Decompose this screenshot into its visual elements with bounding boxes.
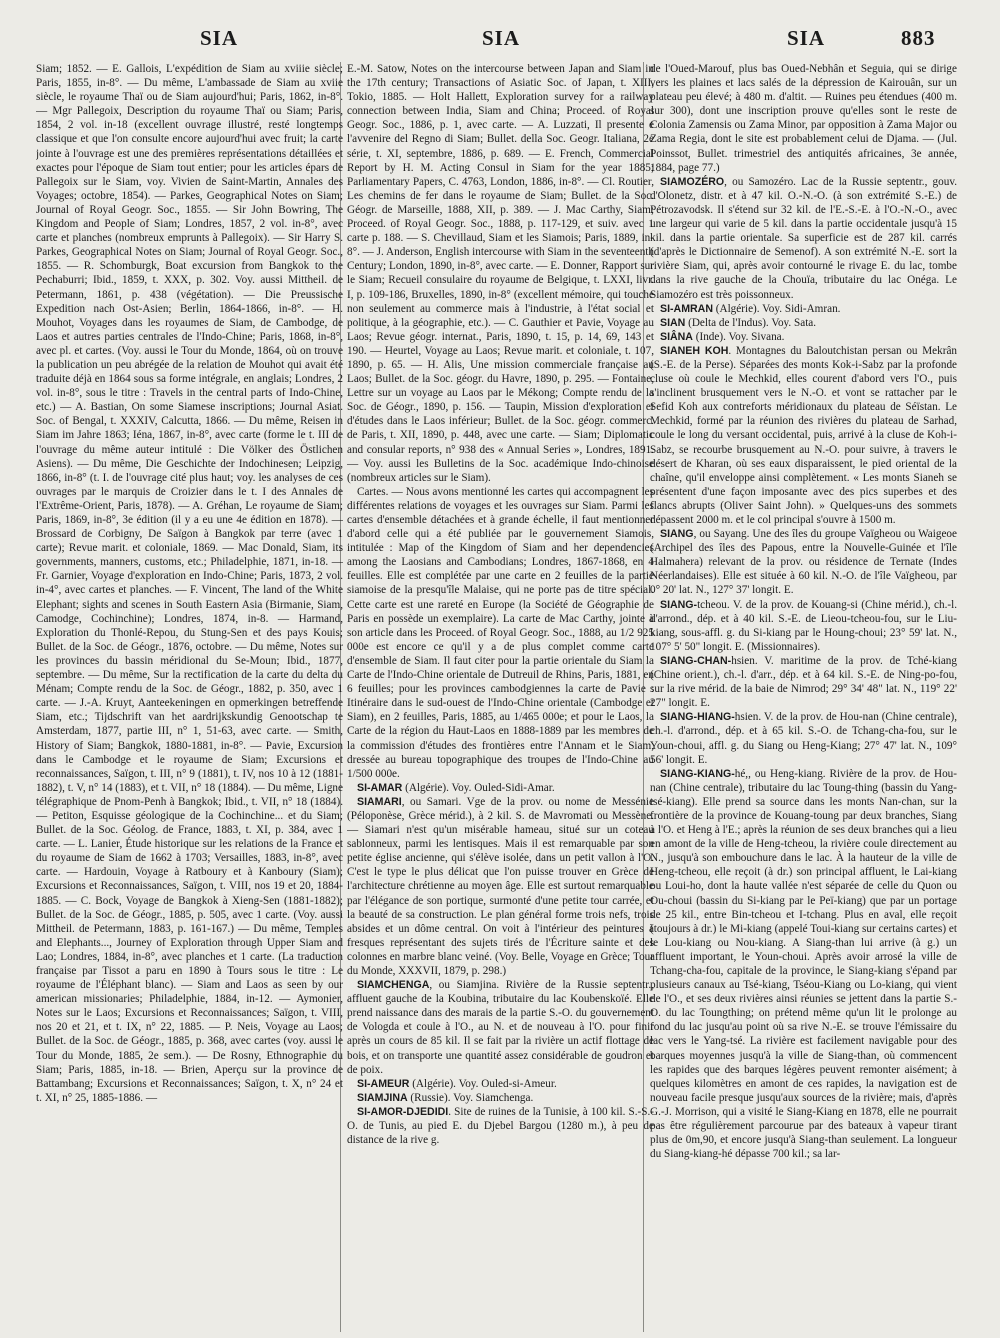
dictionary-entry: [650, 598, 957, 654]
dictionary-entry: [650, 654, 957, 710]
entry-text: . Montagnes du Baloutchistan persan ou Mekrân (S.-E. de la Perse). Séparées des monts Kok-i-Sabz par la profonde cluse où coule le Mechkid, elles courent d'abord vers l'O., puis s'inclinent brusquement vers le N.-O. et vont se rattacher par le Sefid Koh aux contreforts méridionaux du plateau de Séïstan. Le Mechkid, formé par la réunion des rivières du plateau de Sarhad, coule le long du versant occidental, puis, arrivé à la cluse de Koh-i-Sabz, se recourbe brusquement au N.-O. pour suivre, à travers le désert de Kharan, où ses eaux disparaissent, le pied oriental de la chaîne, qu'il enveloppe ainsi complètement. « Les monts Sianeh se présentent d'une façon imposante avec des pics superbes et des flancs abrupts (Oliver Saint John). » Quelques-uns des sommets dépassent 2000 m. et le col principal s'ouvre à 1500 m.: [650, 344, 957, 526]
header-right-word: SIA: [787, 26, 826, 50]
entry-headword: SIAN: [660, 316, 686, 329]
dictionary-entry: [650, 316, 957, 330]
header-middle-word: SIA: [482, 26, 521, 50]
dictionary-entry: [347, 978, 654, 1077]
entry-text: hsien. V. de la prov. de Hou-nan (Chine centrale), ch.-l. d'arrond., dép. et à 65 kil. S.-O. de Tchang-cha-fou, sur le Youn-choui, affl. g. du Siang ou Heng-Kiang; 27° 47' lat. N., 109° 56' longit. E.: [650, 711, 957, 766]
header-left-word: SIA: [200, 26, 239, 50]
entry-headword: SI-AMOR-DJEDIDI: [357, 1105, 449, 1118]
entry-headword: SIANG-HIANG-: [660, 711, 735, 724]
running-header: [0, 26, 1000, 54]
dictionary-entry: [347, 781, 654, 795]
entry-text: , ou Siamjina. Rivière de la Russie septentr., affluent gauche de la Koubina, tributaire du lac Koubenskoïé. Elle prend naissance dans des marais de la partie S.-O. du gouvernement de Vologda et coule à l'O., au N. et de nouveau à l'O. pour finir après un cours de 85 kil. Il se fait par la rivière un actif flottage de bois, et on transporte une quantité assez considérable de goudron et de poix.: [347, 979, 654, 1076]
entry-text: (Russie). Voy. Siamchenga.: [407, 1091, 534, 1104]
entry-headword: SIANG-CHAN-: [660, 654, 732, 667]
entry-headword: SIAMCHENGA: [357, 979, 430, 992]
entry-text: (Delta de l'Indus). Voy. Sata.: [685, 316, 817, 329]
entry-headword: SI-AMAR: [357, 781, 403, 794]
entry-text: hsien. V. maritime de la prov. de Tché-kiang (Chine orient.), ch.-l. d'arr., dép. et à 64 kil. S.-E. de Ning-po-fou, sur la rive mérid. de la baie de Nimrod; 29° 34' 48" lat. N., 119° 22' 27" longit. E.: [650, 654, 957, 710]
dictionary-entry: [650, 767, 957, 1162]
column-left: [36, 62, 343, 1332]
entry-text: (Algérie). Voy. Ouled-Sidi-Amar.: [402, 781, 555, 794]
dictionary-entry: [347, 795, 654, 978]
entry-text: hé,, ou Heng-kiang. Rivière de la prov. de Hou-nan (Chine centrale), tributaire du lac Toung-thing (bassin du Yang-tsé-kiang). Elle prend sa source dans les monts Nan-chan, sur la frontière de la province de Kouang-toung par deux branches, Siang à l'O. et Heng à l'E.; après la réunion de ses deux branches qui a lieu en amont de la ville de Heng-tcheou, la rivière coule directement au N., jusqu'à son embouchure dans le lac. À la hauteur de la ville de Heng-tcheou, elle reçoit (à dr.) son principal affluent, le Lai-kiang ou Loui-ho, dont la haute vallée n'est séparée de celle du Quon ou Ou-choui (bassin du Si-kiang par le Peï-kiang) que par un portage de 25 kil., entre Bin-tcheou et I-tchang. Plus en aval, elle reçoit (toujours à dr.) le Mi-kiang (appelé Toui-kiang sur certains cartes) et le Lou-kiang ou Nou-kiang. A Siang-than lui arrive (à g.) un affluent important, le Youn-choui. Après avoir arrosé la ville de Tchang-cha-fou, capitale de la province, le Siang-kiang s'épand par plusieurs canaux au Tsé-kiang, Tséou-Kiang ou Lo-kiang, qui vient de l'O., et ses deux rivières ainsi réunies se jettent dans la partie S.-O. du lac Toungthing; on prétend même qu'un lit le prolonge au fond du lac jusqu'au point où sa rive N.-E. se trouve l'émissaire du lac vers le Yang-tsé. La rivière est facilement navigable pour des barques moyennes jusqu'à la ville de Siang-than, où commencent les rapides que des barques légères peuvent remonter aisément; à quelques kilomètres en amont de ces rapides, la navigation est de nouveau facile presque jusqu'aux sources de la rivière; mais, d'après G.-J. Morrison, qui a visité le Siang-Kiang en 1878, elle ne pourrait pas être régulièrement parcourue par des bateaux à vapeur tirant plus de 0m,90, et encore jusqu'à Siang-than seulement. La longueur du Siang-kiang-hé dépasse 700 kil.; sa lar-: [650, 767, 957, 1161]
dictionary-entry: [650, 710, 957, 766]
entry-continuation: de l'Oued-Marouf, plus bas Oued-Nebhân et Seguia, qui se dirige vers les plaines et lacs salés de la dépression de Kairouân, sur un plateau peu élevé; à 480 m. d'altit. — Ruines peu étendues (400 m. sur 300), dont une inscription prouve qu'elles sont le reste de Colonia Zamensis ou Zama Minor, par opposition à Zama Major ou Zama Regia, dont le site est probablement celui de Djama. — (Jul. Poinssot, Bullet. trimestriel des antiquités africaines, 3e année, 1884, page 77.): [650, 63, 957, 174]
entry-text: , ou Samozéro. Lac de la Russie septentr., gouv. d'Olonetz, distr. et à 47 kil. O.-N.-O. (à son extrémité S.-E.) de Pétrozavodsk. Il s'étend sur 32 kil. de l'E.-S.-E. à l'O.-N.-O., avec une largeur qui varie de 5 kil. dans la partie occidentale jusqu'à 15 kil. dans la partie orientale. Sa superficie est de 287 kil. carrés (d'après le Dictionnaire de Semenof). A son extrémité N.-E. sort la rivière Siam, qui, après avoir contourné le rivage E. du lac, tombe dans la rive gauche de la Chouïa, tributaire du lac Onéga. Le Siamozéro est très poissonneux.: [650, 175, 957, 301]
dictionary-entry: [650, 302, 957, 316]
entry-headword: SIANG: [660, 528, 694, 541]
entry-text: (Algérie). Voy. Ouled-si-Ameur.: [409, 1077, 557, 1090]
entry-headword: SI-AMEUR: [357, 1077, 410, 1090]
entry-text: , ou Sayang. Une des îles du groupe Vaïgheou ou Waigeoe (Archipel des îles des Papous, entre la Nouvelle-Guinée et l'île Halmahera) relevant de la prov. ou résidence de Ternate (Indes Néerlandaises). Elle est située à 60 kil. N.-O. de l'île Vaïgheou, par 0° 20' lat. N., 127° 37' longit. E.: [650, 528, 957, 597]
entry-text: tcheou. V. de la prov. de Kouang-si (Chine mérid.), ch.-l. d'arrond., dép. et à 40 kil. S.-E. de Lieou-tcheou-fou, sur le Liu-kiang, sous-affl. g. du Si-kiang par le Houng-choui; 23° 59' lat. N., 107° 5' 50" longit. E. (Missionnaires).: [650, 598, 957, 653]
bibliography-text: E.-M. Satow, Notes on the intercourse between Japan and Siam in the 17th century; Transactions of Asiatic Soc. of Japan, t. XIII, Tokio, 1885. — Holt Hallett, Exploration survey for a railway connection between India, Siam and China; Proceed. of Royal Geogr. Soc., 1886, p. 1, avec carte. — A. Luzzati, Il presente e l'avvenire del Regno di Siam; Bullet. della Soc. Geogr. Italiana, 2e série, t. XI, septembre, 1886, p. 689. — E. French, Commercial Report by H. M. Acting Consul in Siam for the year 1885; Parliamentary Papers, C. 4763, London, 1886, in-8°. — Cl. Routier, Les chemins de fer dans le royaume de Siam; Bullet. de la Soc. Géogr. de Marseille, 1888, XII, p. 389. — J. Mac Carthy, Siam; Proceed. of Royal Geogr. Soc., 1888, p. 117-129, et suiv. avec 1 carte p. 188. — S. Chevillaud, Siam et les Siamois; Paris, 1889, in-8°. — J. Anderson, English intercourse with Siam in the seventeenth Century; London, 1890, in-8°, avec carte. — E. Donner, Rapport sur le Siam; Recueil consulaire du royaume de Belgique, t. LXXI, livr. I, p. 109-186, Bruxelles, 1890, in-8° (excellent mémoire, qui touche non seulement au commerce mais à l'industrie, à l'état social et politique, à la géographie, etc.). — C. Gauthier et Pavie, Voyage au Laos; Revue géogr. internat., Paris, 1890, t. 15, p. 14, 69, 143 et 190. — Heurtel, Voyage au Laos; Revue marit. et coloniale, t. 107, 1890, p. 65. — H. Alis, Une mission commerciale française au Laos; Bullet. de la Soc. géogr. du Havre, 1890, p. 295. — Fontaine, Lettre sur un voyage au Laos par le Mékong; Compte rendu de la Soc. de Géogr., 1890, p. 156. — Taupin, Mission d'exploration et d'études dans le Laos inférieur; Bullet. de la Soc. géogr. commerc. de Paris, t. XII, 1890, p. 448, avec une carte. — Siam; Diplomatic and consular reports, n° 938 des « Annual Series », Londres, 1891. — Voy. aussi les Bulletins de la Soc. académique Indo-chinoise (nombreux articles sur le Siam).: [347, 63, 654, 484]
entry-headword: SIANG-KIANG-: [660, 767, 735, 780]
column-right: [650, 62, 957, 1332]
maps-paragraph: Cartes. — Nous avons mentionné les cartes qui accompagnent les différentes relations de voyages et les ouvrages sur Siam. Parmi les cartes d'ensemble détachées et à grande échelle, il faut mentionner d'abord celle qui a été publiée par le gouvernement Siamois, intitulée : Map of the Kingdom of Siam and her dependencies among the Laosians and Cambodians; Londres, 1867-1868, en 4 feuilles. Elle est complétée par une carte en 2 feuilles de la partie siamoise de la presqu'île Malaise, qui ne porte pas de titre spécial. Cette carte est une rareté en Europe (la Société de Géographie de Paris en possède un exemplaire). La carte de Mac Carthy, jointe à son article dans les Proceed. of Royal Geogr. Soc., 1888, au 1/2 925 000e est encore ce qu'il y a de plus complet comme carte d'ensemble de Siam. Il faut citer pour la partie orientale du Siam la Carte de l'Indo-Chine orientale de Dutreuil de Rhins, Paris, 1881, en 6 feuilles; pour les provinces cambodgiennes la carte de Pavie : Itinéraire dans le sud-ouest de l'Indo-Chine orientale (Cambodge et Siam), en 2 feuilles, Paris, 1885, au 1/465 000e; et pour le Laos, la Carte de la région du Haut-Laos en 1888-1889 par les membres de la commission d'études des frontières entre l'Annam et le Siam, dressée au bureau topographique des troupes de l'Indo-Chine au 1/500 000e.: [347, 485, 654, 780]
entry-text: (Algérie). Voy. Sidi-Amran.: [712, 302, 841, 315]
entry-headword: SIAMARI: [357, 795, 402, 808]
dictionary-entry: [650, 175, 957, 302]
entry-headword: SIAMJINA: [357, 1091, 408, 1104]
dictionary-entry: [347, 1091, 654, 1105]
entry-text: , ou Samari. Vge de la prov. ou nome de Messénie (Péloponèse, Grèce mérid.), à 2 kil. S. de Mavromati ou Messène. — Siamari n'est qu'un misérable hameau, situé sur un coteau sablonneux, parmi les lentisques. Mais il est remarquable par son petite église ancienne, qui s'élève isolée, dans un petit vallon à l'O. C'est le type le plus délicat que l'on puisse trouver en Grèce de l'architecture chrétienne au moyen âge. Elle est surtout remarquable par l'élégance de son portique, surmonté d'une petite tour carrée, et la beauté de sa construction. Le plan général forme trois nefs, trois absides et un dôme central. On voit à l'intérieur des peintures à fresques représentant des sujets tirés de l'Écriture sainte et des colonnes en marbre blanc veiné. (Voy. Belle, Voyage en Grèce; Tour du Monde, XXXVII, 1879, p. 298.): [347, 795, 654, 977]
dictionary-entry: [650, 330, 957, 344]
bibliography-text: Siam; 1852. — E. Gallois, L'expédition de Siam au xviiie siècle; Paris, 1855, in-8°. — Du même, L'ambassade de Siam au xviie siècle, le royaume Thaï ou de Siam aujourd'hui; Paris, 1862, in-8°. — Mgr Pallegoix, Description du royaume Thaï ou Siam; Paris, 1854, 2 vol. in-18 (excellent ouvrage illustré, resté longtemps classique et que l'on consulte encore aujourd'hui avec fruit; la carte jointe à l'ouvrage est une des premières représentations détaillées et exactes pour l'époque de Siam tout entier; pour les articles épars de Pallegoix sur le Siam, voy. Vivien de Saint-Martin, Annales des Voyages; octobre, 1854). — Parkes, Geographical Notes on Siam; Journal of Royal Geogr. Soc., 1855. — Sir John Bowring, The Kingdom and People of Siam; Londres, 1857, 2 vol. in-8°, avec carte et planches (nombreux emprunts à Pallegoix). — Sir Harry S. Parkes, Geographical Notes on Siam; Journal of Royal Geogr. Soc., 1855. — R. Schomburgk, Boat excursion from Bangkok to the Pechaburri; Ibid., 1859, t. XXX, p. 302. Voy. aussi Mittheil. de Petermann, 1861, p. 438 (végétation). — Die Preussische Expedition nach Ost-Asien; Berlin, 1864-1866, in-8°. — H. Mouhot, Voyages dans les royaumes de Siam, de Cambodge, de Laos et autres parties centrales de l'Indo-Chine; Paris, 1868, in-8°, avec pl. et cartes. (Voy. aussi le Tour du Monde, 1864, où on trouve la publication un peu abrégée de la relation de Mouhot qui avait été traduite déjà en 1864 sous sa forme intégrale, en anglais; Londres, 2 vol. in-8°, sous le titre : Travels in the central parts of Indo-Chine, etc.) — A. Bastian, On some Siamese inscriptions; Journal Asiat. Soc. of Bengal, t. XXXIV, Calcutta, 1866. — Du même, Reisen in Siam im Jahre 1863; Iéna, 1867, in-8°, avec carte (forme le t. III de l'ouvrage du même auteur intitulé : Die Völker des Östlichen Asiens). — Du même, Die Geschichte der Indochinesen; Leipzig, 1866, in-8° (t. I. de l'ouvrage cité plus haut; voy. les analyses de ces ouvrages par le marquis de Croizier dans le t. I des Annales de l'Extrême-Orient, Paris, 1878). — A. Gréhan, Le royaume de Siam; Paris, 1869, in-8°, 3e édition (il y a eu une 4e édition en 1878). — Brossard de Corbigny, De Saïgon à Bangkok par terre (avec 1 carte); Revue marit. et coloniale, 1869. — Mac Donald, Siam, its governments, manners, customs, etc.; Philadelphie, 1871, in-18. — Fr. Garnier, Voyage d'exploration en Indo-Chine; Paris, 1873, 2 vol. in-4°, avec cartes et planches. — F. Vincent, The land of the White Elephant; sights and scenes in South Eastern Asia (Birmanie, Siam, Camodge, Cochinchine); Londres, 1874, in-8. — Harmand, Exploration du Thonlé-Repou, du Stung-Sen et des pays Kouis; Bullet. de la Soc. de Géogr., 1876, octobre. — Du même, Notes sur les provinces du bassin méridional du Se-Moun; Ibid., 1877, septembre. — Du même, Sur la rectification de la carte du delta du Ménam; Compte rendu de la Soc. de Géogr., 1882, p. 350, avec 1 carte. — J.-A. Kruyt, Aanteekeningen en opmerkingen betreffende Siam, etc.; Tijdschrift van het aardrijkskundig Genootschap te Amsterdam, 1877, partie III, n° 1, 51-63, avec carte. — Smith, History of Siam; Bangkok, 1880-1881, in-8°. — Pavie, Excursion dans le Cambodge et le royaume de Siam; Excursions et reconnaissances, Saïgon, t. III, n° 9 (1881), t. IV, nos 10 à 12 (1881-1882), t. V, n° 14 (1883), et t. VII, n° 18 (1884). — Du même, Ligne télégraphique de Pnom-Penh à Bangkok; Ibid., t. VII, n° 18 (1884). — Petiton, Esquisse géologique de la Cochinchine... et du Siam; Bullet. de la Soc. Géolog. de France, 1883, t. XI, p. 384, avec 1 carte. — L. Lanier, Étude historique sur les relations de la France et du royaume de Siam de 1662 à 1703; Versailles, 1883, in-8°, avec carte. — Hardouin, Voyage à Ratboury et à Kanboury (Siam); Excursions et Reconnaissances, Saïgon, t. VIII, nos 19 et 20, 1884-1885. — C. Bock, Voyage de Bangkok à Xieng-Sen (1881-1882); Bullet. de la Soc. de Géogr., 1885, p. 505, avec 1 carte. (Voy. aussi Mittheil. de Petermann, 1883, p. 161-167.) — Du même, Temples and Elephants..., Journey of Exploration through Upper Siam and Lao; Londres, 1884, in-8°, avec planches et 1 carte. (La traduction française par Tissot a paru en 1890 à Tours sous le titre : Le royaume de l'Éléphant blanc). — Siam and Laos as seen by our american missionaries; Philadelphie, 1884, in-12. — Aymonier, Notes sur le Laos; Excursions et Reconnaissances; Saïgon, t. VIII, nos 20 et 21, et t. IX, n° 22, 1885. — P. Neis, Voyage au Laos; Bullet. de la Soc. de Géogr., 1885, p. 368, avec cartes (voy. aussi le Tour du Monde, 1885, 2e sem.). — De Rosny, Ethnographie du Siam; Paris, 1885, in-18. — Brien, Aperçu sur la province de Battambang; Excursions et Reconnaissances; Saïgon, t. X, n° 24 et t. XI, n° 25, 1885-1886. —: [36, 63, 343, 1104]
dictionary-entry: [347, 1105, 654, 1147]
entry-headword: SIANEH KOH: [660, 344, 729, 357]
entry-headword: SIANG-: [660, 598, 698, 611]
entry-headword: SI-AMRAN: [660, 302, 713, 315]
entry-headword: SIAMOZÉRO: [660, 175, 725, 188]
dictionary-entry: [650, 527, 957, 597]
entry-text: . Site de ruines de la Tunisie, à 100 kil. S.-S.-O. de Tunis, au pied E. du Djebel Bargou (1280 m.), à peu de distance de la rive g.: [347, 1105, 654, 1147]
dictionary-entry: [347, 1077, 654, 1091]
entry-text: (Inde). Voy. Sivana.: [692, 330, 785, 343]
dictionary-entry: [650, 344, 957, 527]
page-number: 883: [901, 26, 936, 50]
entry-headword: SIÂNA: [660, 330, 693, 343]
column-middle: [347, 62, 654, 1332]
